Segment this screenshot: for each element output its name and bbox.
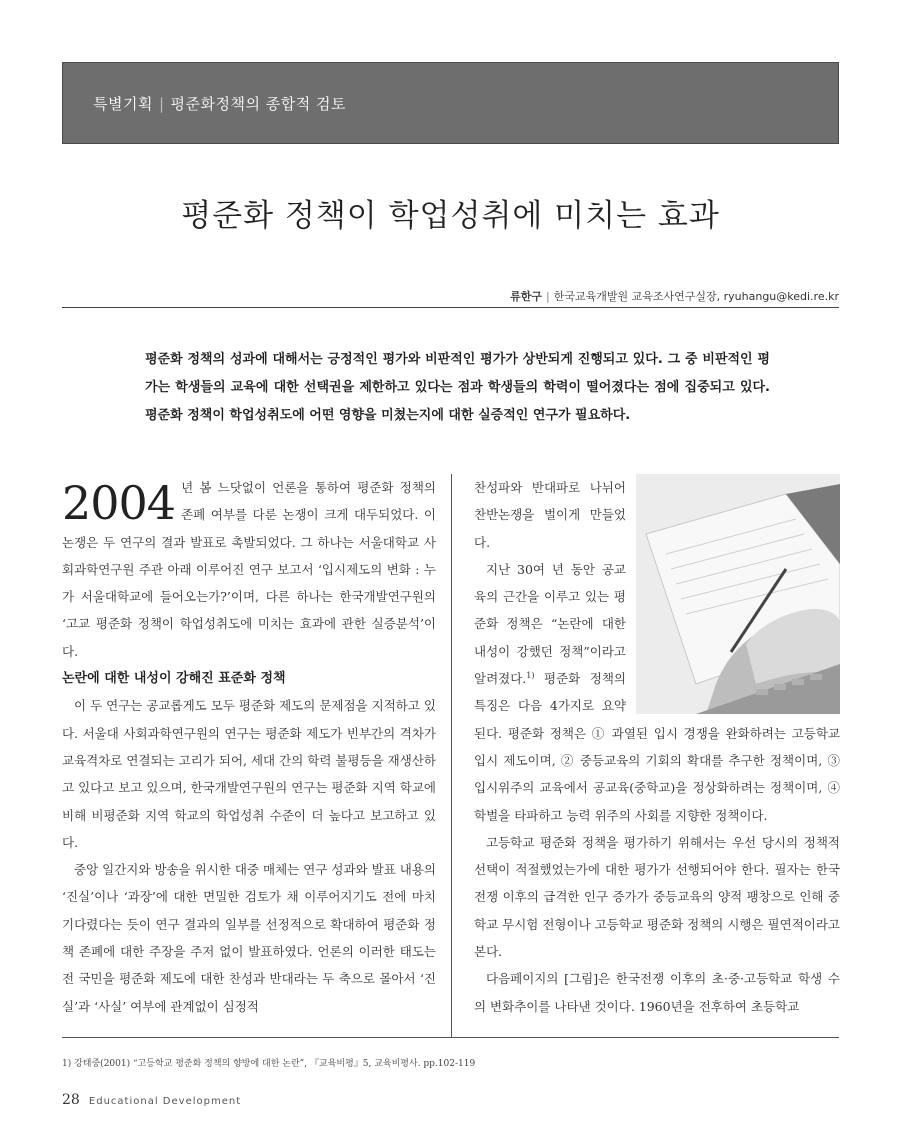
section-topic: 평준화정책의 종합적 검토 (170, 95, 346, 113)
body-paragraph: 중앙 일간지와 방송을 위시한 대중 매체는 연구 성과와 발표 내용의 ‘진실’이나 ‘과장’에 대한 면밀한 검토가 채 이루어지기도 전에 마치 기다렸다는 듯이 연구 결과의 일부를 선정적으로 확대하여 평준화 정책 존폐에 대한 주장을 주저 없이 발표하였다. 언론의 이러한 태도는 전 국민을 평준화 제도에 대한 찬성과 반대라는 두 축으로 몰아서 ‘진실’과 ‘사실’ 여부에 관계없이 심정적 (62, 862, 436, 1014)
byline-rule (62, 307, 839, 308)
author-name: 류한구 (510, 290, 543, 303)
body-paragraph: 다음페이지의 [그림]은 한국전쟁 이후의 초·중·고등학교 학생 수의 변화추이를 나타낸 것이다. 1960년을 전후하여 초등학교 (474, 971, 840, 1014)
body-paragraph: 이 두 연구는 공교롭게도 모두 평준화 제도의 문제점을 지적하고 있다. 서울대 사회과학연구원의 연구는 평준화 제도가 빈부간의 격차가 교육격차로 연결되는 고리가 되어, 세대 간의 학력 불평등을 재생산하고 있다고 보고 있으며, 한국개발연구원의 연구는 평준화 지역 학교에 비해 비평준화 지역 학교의 학업성취 수준이 더 높다고 보고하고 있다. (62, 698, 436, 850)
left-column (62, 474, 436, 1020)
article-title: 평준화 정책이 학업성취에 미치는 효과 (181, 198, 720, 234)
author-affiliation: 한국교육개발원 교육조사연구실장, ryuhangu@kedi.re.kr (553, 290, 839, 303)
intro-text: 년 봄 느닷없이 언론을 통하여 평준화 정책의 존폐 여부를 다룬 논쟁이 크게 대두되었다. 이 논쟁은 두 연구의 결과 발표로 촉발되었다. 그 하나는 서울대학교 사회과학연구원 주관 아래 이루어진 연구 보고서 ‘입시제도의 변화 : 누가 서울대학교에 들어오는가?’이며, 다른 하나는 한국개발연구원의 ‘고교 평준화 정책이 학업성취도에 미치는 효과에 관한 실증분석’이다. (62, 480, 436, 659)
drop-cap-year: 2004 (62, 476, 176, 530)
body-paragraph: 찬성파와 반대파로 나뉘어 찬반논쟁을 벌이게 만들었다. (474, 480, 626, 550)
section-separator: | (158, 95, 165, 113)
publication-name: Educational Development (88, 1096, 242, 1107)
section-label (93, 93, 346, 114)
footnote-rule (62, 1037, 839, 1038)
intro-paragraph (62, 474, 436, 665)
page-number: 28 (62, 1092, 80, 1108)
body-text: 평준화 정책의 특징은 다음 4가지로 요약된다. 평준화 정책은 ① 과열된 입시 경쟁을 완화하려는 고등학교 입시 제도이며, ② 중등교육의 기회의 확대를 추구한 정책이며, ③ 입시위주의 교육에서 공교육(중학교)을 정상화하려는 정책이며, ④ 학벌을 타파하고 능력 위주의 사회를 지향한 정책이다. (474, 671, 840, 823)
right-column (474, 474, 840, 1020)
abstract: 평준화 정책의 성과에 대해서는 긍정적인 평가와 비판적인 평가가 상반되게 진행되고 있다. 그 중 비판적인 평가는 학생들의 교육에 대한 선택권을 제한하고 있다는 점과 학생들의 학력이 떨어졌다는 점에 집중되고 있다. 평준화 정책이 학업성취도에 어떤 영향을 미쳤는지에 대한 실증적인 연구가 필요하다. (145, 352, 770, 423)
writing-hand-photo (636, 474, 840, 714)
body-text: 지난 30여 년 동안 공교육의 근간을 이루고 있는 평준화 정책은 “논란에 대한 내성이 강했던 정책”이라고 알려졌다. (474, 561, 626, 687)
byline (510, 288, 839, 304)
body-paragraph: 고등학교 평준화 정책을 평가하기 위해서는 우선 당시의 정책적 선택이 적절했었는가에 대한 평가가 선행되어야 한다. 필자는 한국전쟁 이후의 급격한 인구 증가가 중등교육의 양적 팽창으로 인해 중학교 무시험 전형이나 고등학교 평준화 정책의 시행은 필연적이라고 본다. (474, 834, 840, 960)
writing-hand-illustration (636, 474, 840, 714)
column-divider (451, 474, 452, 1037)
section-header-band (62, 62, 839, 144)
section-name: 특별기획 (93, 95, 153, 113)
footnote-ref: 1) (526, 670, 535, 680)
subheading: 논란에 대한 내성이 강해진 표준화 정책 (62, 671, 286, 687)
byline-separator: | (546, 290, 550, 303)
footnote: 1) 강태중(2001) “고등학교 평준화 정책의 향방에 대한 논란”, 『교육비평』5, 교육비평사. pp.102-119 (62, 1059, 476, 1069)
page-footer (62, 1089, 241, 1108)
